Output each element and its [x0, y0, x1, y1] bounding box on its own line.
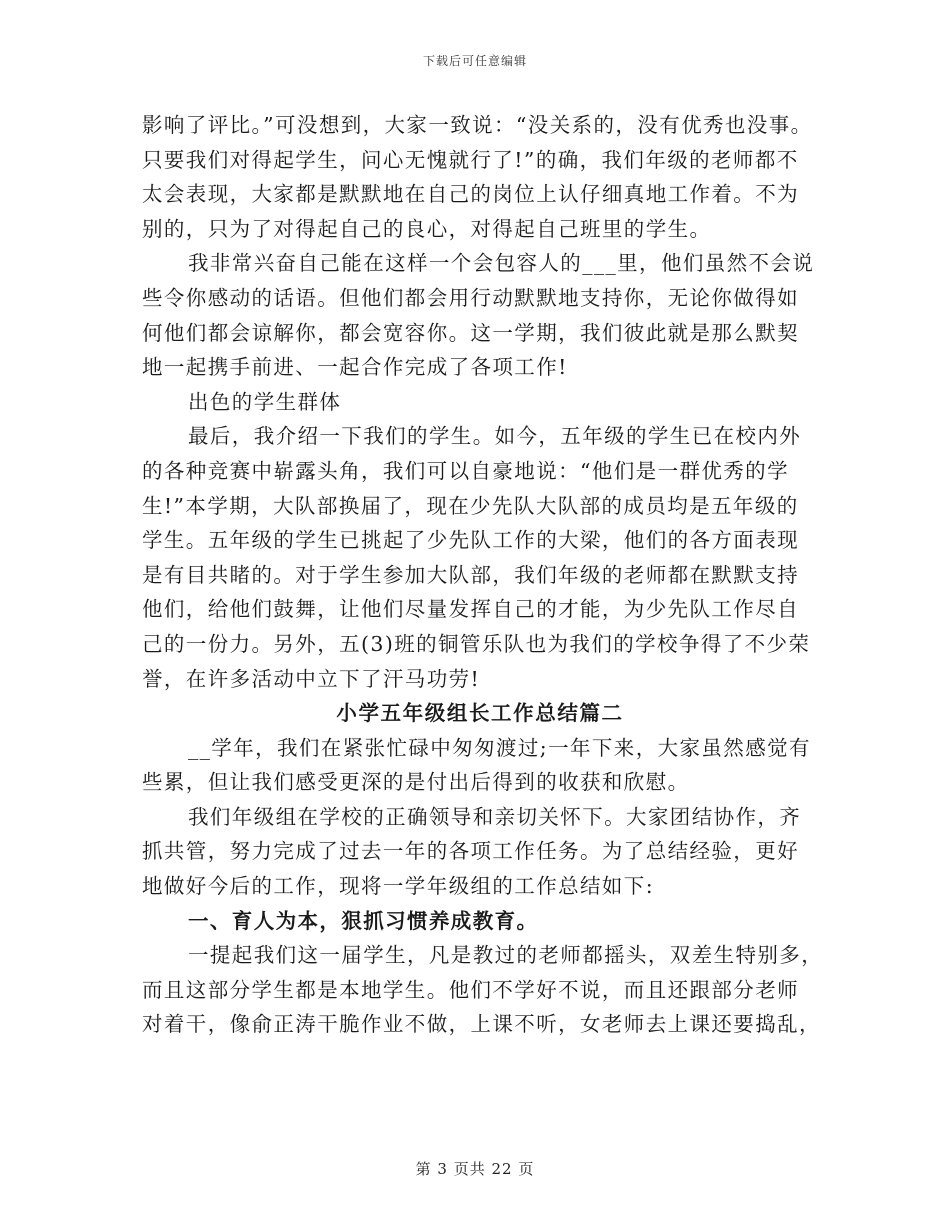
text-line: 影响了评比。”可没想到，大家一致说：“没关系的，没有优秀也没事。: [142, 113, 813, 137]
section-heading: 小学五年级组长工作总结篇二: [336, 701, 624, 726]
page-header: 下载后可任意编辑: [422, 54, 527, 68]
text-line: 他们，给他们鼓舞，让他们尽量发挥自己的才能，为少先队工作尽自: [142, 597, 799, 622]
text-line: 只要我们对得起学生，问心无愧就行了!”的确，我们年级的老师都不: [142, 147, 799, 172]
text-line: __学年，我们在紧张忙碌中匆匆渡过;一年下来，大家虽然感觉有: [188, 735, 811, 760]
text-line: 生!”本学期，大队部换届了，现在少先队大队部的成员均是五年级的: [142, 493, 799, 518]
text-line: 对着干，像俞正涛干脆作业不做，上课不听，女老师去上课还要捣乱，: [142, 1012, 821, 1037]
text-line: 太会表现，大家都是默默地在自己的岗位上认仔细真地工作着。不为: [142, 182, 799, 207]
text-line: 些累，但让我们感受更深的是付出后得到的收获和欣慰。: [142, 770, 690, 795]
text-line: 地做好今后的工作，现将一学年级组的工作总结如下:: [142, 874, 655, 899]
text-line: 而且这部分学生都是本地学生。他们不学好不说，而且还跟部分老师: [142, 977, 799, 1002]
page-number: 第 3 页共 22 页: [415, 1160, 535, 1178]
text-line: 出色的学生群体: [188, 389, 342, 414]
text-line: 抓共管，努力完成了过去一年的各项工作任务。为了总结经验，更好: [142, 839, 799, 864]
text-line: 学生。五年级的学生已挑起了少先队工作的大梁，他们的各方面表现: [142, 528, 799, 553]
text-line: 些令你感动的话语。但他们都会用行动默默地支持你，无论你做得如: [142, 285, 799, 310]
text-line: 何他们都会谅解你，都会宽容你。这一学期，我们彼此就是那么默契: [142, 320, 799, 345]
text-line: 己的一份力。另外，五(3)班的铜管乐队也为我们的学校争得了不少荣: [142, 631, 811, 656]
text-line: 一、育人为本，狠抓习惯养成教育。: [188, 908, 539, 933]
text-line: 的各种竞赛中崭露头角，我们可以自豪地说：“他们是一群优秀的学: [142, 458, 789, 483]
text-line: 地一起携手前进、一起合作完成了各项工作!: [142, 355, 568, 380]
text-line: 最后，我介绍一下我们的学生。如今，五年级的学生已在校内外: [188, 424, 802, 449]
document-body: [142, 108, 824, 1042]
text-line: 一提起我们这一届学生，凡是教过的老师都摇头，双差生特别多，: [188, 943, 824, 968]
text-line: 誉，在许多活动中立下了汗马功劳!: [142, 666, 481, 691]
text-line: 是有目共睹的。对于学生参加大队部，我们年级的老师都在默默支持: [142, 562, 799, 587]
text-line: 我非常兴奋自己能在这样一个会包容人的___里，他们虽然不会说: [188, 251, 815, 276]
text-line: 我们年级组在学校的正确领导和亲切关怀下。大家团结协作，齐: [188, 804, 802, 829]
text-line: 别的，只为了对得起自己的良心，对得起自己班里的学生。: [142, 216, 712, 241]
